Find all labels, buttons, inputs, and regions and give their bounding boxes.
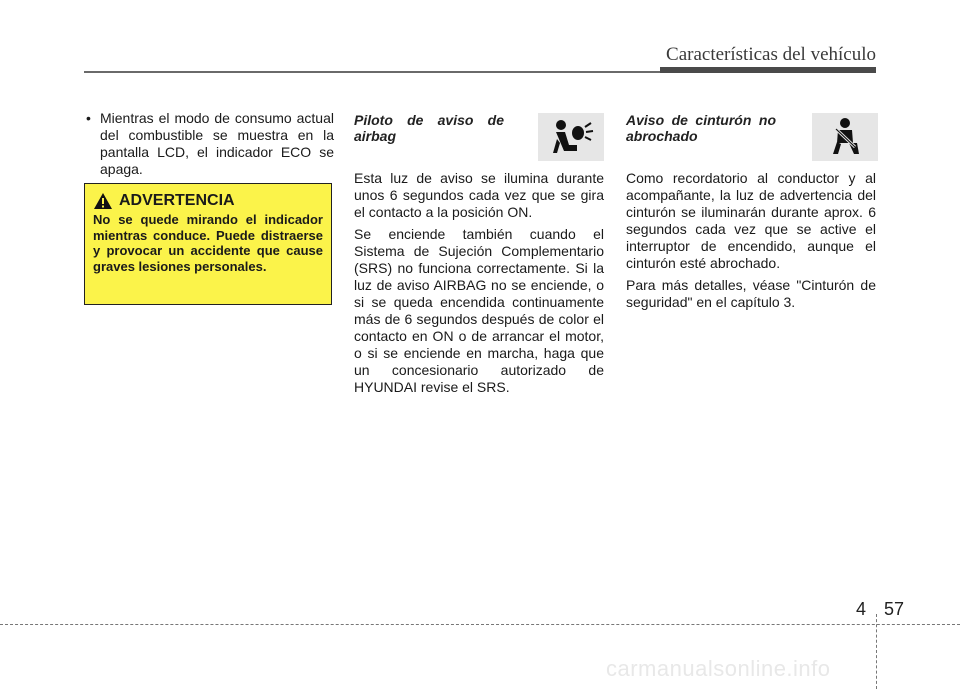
- page-number: 57: [884, 599, 905, 619]
- bullet-eco-indicator: • Mientras el modo de consumo actual del combustible se muestra en la pantalla LCD, el indicador ECO se apaga.: [84, 110, 334, 178]
- warning-header: [93, 192, 323, 210]
- column-left: [84, 110, 334, 178]
- seatbelt-section-header: [626, 110, 876, 170]
- airbag-warning-icon: [538, 113, 604, 161]
- airbag-section-header: [354, 110, 604, 170]
- footer-rule: [0, 624, 960, 625]
- chapter-number: 4: [856, 599, 867, 619]
- warning-box: [84, 183, 332, 305]
- airbag-paragraph-2: Se enciende también cuando el Sistema de Sujeción Complementario (SRS) no funciona correctamente. Si la luz de aviso AIRBAG no se enciende, o si se queda encendida continuamente más de 6 segundos después de color el contacto en ON o de arrancar el motor, o si se enciende en marcha, haga que un concesionario autorizado de HYUNDAI revise el SRS.: [354, 226, 604, 395]
- airbag-paragraph-1: Esta luz de aviso se ilumina durante unos 6 segundos cada vez que se gira el contacto a la posición ON.: [354, 170, 604, 220]
- seatbelt-paragraph-1: Como recordatorio al conductor y al acompañante, la luz de advertencia del cinturón se iluminarán durante aprox. 6 segundos cada vez que se active el interruptor de encendido, aunque el cinturón esté abrochado.: [626, 170, 876, 271]
- seatbelt-title: Aviso de cinturón no abrochado: [626, 112, 776, 144]
- header-rule-accent: [660, 67, 876, 73]
- watermark: carmanualsonline.info: [606, 656, 831, 681]
- header-title: Características del vehículo: [666, 44, 876, 65]
- column-seatbelt: [626, 110, 876, 316]
- airbag-title: Piloto de aviso de airbag: [354, 112, 504, 144]
- warning-triangle-icon: [93, 192, 113, 210]
- seatbelt-warning-icon: [812, 113, 878, 161]
- warning-title: ADVERTENCIA: [119, 192, 235, 209]
- footer-divider: [876, 614, 877, 689]
- column-airbag: [354, 110, 604, 401]
- warning-text: No se quede mirando el indicador mientras conduce. Puede distraerse y provocar un accidente que cause graves lesiones personales.: [93, 212, 323, 274]
- seatbelt-paragraph-2: Para más detalles, véase "Cinturón de seguridad" en el capítulo 3.: [626, 277, 876, 310]
